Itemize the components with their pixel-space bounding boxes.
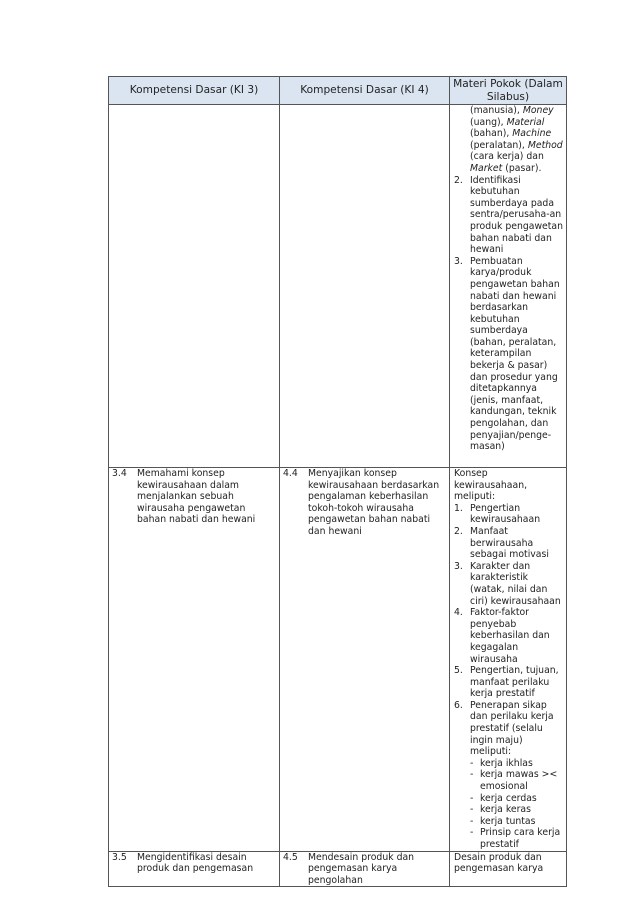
list-item-number: 4. (454, 607, 463, 619)
list-item-text: Penerapan sikap dan perilaku kerja prestatif (selalu ingin maju) meliputi: (470, 699, 554, 758)
kd3-number: 3.5 (112, 851, 127, 863)
kd4-cell (280, 468, 450, 852)
kd4-cell-empty (280, 105, 450, 468)
list-item (454, 607, 563, 665)
sublist-item (454, 816, 563, 828)
kd3-text: Mengidentifikasi desain produk dan pengemasan (137, 851, 254, 875)
list-item-text: Pengertian kewirausahaan (470, 502, 541, 526)
list-item-text: Faktor-faktor penyebab keberhasilan dan kegagalan wirausaha (470, 607, 550, 665)
sublist-text: kerja keras (480, 804, 531, 816)
list-item-number: 5. (454, 665, 463, 677)
sublist-text: kerja cerdas (480, 792, 537, 804)
sublist-text: kerja tuntas (480, 815, 536, 827)
syllabus-table (108, 76, 567, 887)
list-item-text: Karakter dan karakteristik (watak, nilai dan ciri) kewirausahaan (470, 560, 561, 607)
header-kd4: Kompetensi Dasar (KI 4) (280, 77, 450, 105)
list-item: 3. Pembuatan karya/produk pengawetan bahan nabati dan hewani berdasarkan kebutuhan sumberdaya (bahan, peralatan, keterampilan bekerja & pasar) dan prosedur yang ditetapkannya (jenis, manfaat, kandungan, teknik pengolahan, dan penyajian/penge-masan) (454, 255, 560, 453)
sublist-text: kerja ikhlas (480, 757, 533, 769)
list-item (454, 700, 563, 758)
list-item (454, 561, 563, 607)
sublist-dash: - (470, 769, 474, 781)
sublist-item (454, 827, 563, 850)
list-item (454, 526, 563, 561)
sublist-dash: - (470, 827, 474, 839)
materi-sublist (454, 758, 563, 851)
table-row (109, 851, 567, 887)
table-row (109, 105, 567, 468)
kd4-text: Menyajikan konsep kewirausahaan berdasarkan pengalaman keberhasilan tokoh-tokoh wirausaha pengawetan bahan nabati dan hewani (308, 468, 440, 537)
materi-cell (450, 105, 567, 468)
sublist-dash: - (470, 792, 474, 804)
list-item (454, 503, 563, 526)
list-item-number: 3. (454, 560, 463, 572)
kd4-number: 4.5 (283, 851, 298, 863)
materi-intro: Konsep kewirausahaan, meliputi: (454, 468, 528, 503)
sublist-text: kerja mawas >< emosional (480, 769, 558, 793)
sublist-dash: - (470, 757, 474, 769)
list-item-number: 1. (454, 502, 463, 514)
kd3-text: Memahami konsep kewirausahaan dalam menjalankan sebuah wirausaha pengawetan bahan nabati dan hewani (137, 468, 256, 526)
materi-cell (450, 468, 567, 852)
list-item (454, 665, 563, 700)
sublist-dash: - (470, 804, 474, 816)
header-kd3: Kompetensi Dasar (KI 3) (109, 77, 280, 105)
list-item-number: 2. (454, 525, 463, 537)
list-item-text: Manfaat berwirausaha sebagai motivasi (470, 525, 549, 561)
kd3-cell-empty (109, 105, 280, 468)
table-header-row (109, 77, 567, 105)
header-materi: Materi Pokok (Dalam Silabus) (450, 77, 567, 105)
kd4-number: 4.4 (283, 468, 298, 479)
list-item: 2. Identifikasi kebutuhan sumberdaya pada sentra/perusaha-an produk pengawetan bahan nabati dan hewani (454, 174, 564, 256)
kd4-text: Mendesain produk dan pengemasan karya pengolahan (308, 851, 415, 886)
sublist-text: Prinsip cara kerja prestatif (480, 827, 561, 850)
kd3-number: 3.4 (112, 468, 127, 479)
kd3-cell (109, 851, 280, 887)
sublist-item (454, 804, 563, 816)
materi-cell (450, 851, 567, 887)
sublist-item (454, 769, 563, 792)
sublist-dash: - (470, 815, 474, 827)
materi-list (454, 503, 563, 758)
kd4-cell (280, 851, 450, 887)
materi-continuation: (manusia), Money (uang), Material (bahan), Machine (peralatan), Method (cara kerja) dan Market (pasar). (470, 105, 563, 174)
sublist-item (454, 793, 563, 805)
table-row (109, 468, 567, 852)
materi-text: Desain produk dan pengemasan karya (454, 851, 544, 875)
sublist-item (454, 758, 563, 770)
list-item-text: Pengertian, tujuan, manfaat perilaku kerja prestatif (470, 665, 559, 700)
kd3-cell (109, 468, 280, 852)
list-item-number: 6. (454, 699, 463, 711)
